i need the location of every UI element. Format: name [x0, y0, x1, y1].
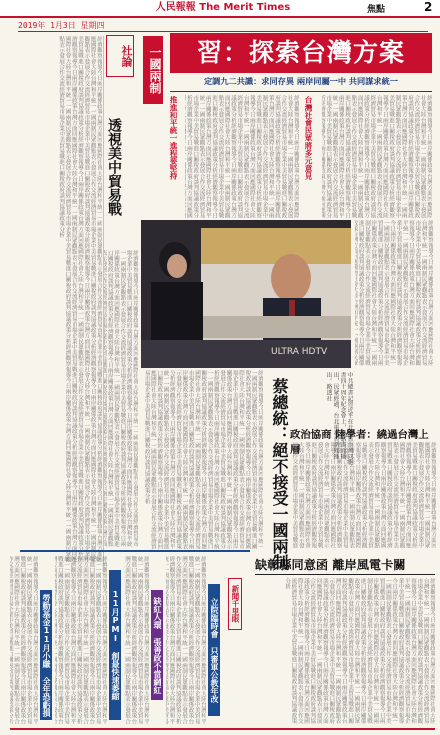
editorial-column-text	[104, 250, 138, 550]
bottom-rule	[10, 728, 435, 730]
brief-text-2	[55, 556, 107, 724]
brief-headline-influencer: 缺紅人環 張善政不當網紅	[151, 590, 163, 700]
editorial-body-text	[8, 36, 102, 566]
county-story-text	[255, 578, 435, 726]
main-subhead: 定調九二共識：求同存異 兩岸同屬一中 共同謀求統一	[203, 76, 398, 86]
tsai-story-text	[141, 370, 263, 550]
one-country-two-systems-tag: 一國兩制	[143, 36, 163, 104]
photo-caption: 中共總書記習近平在北京告台灣同胞書四十周年紀念會上，談話畫面播出，民眾經過，台北電視台新聞播出。路透社	[325, 372, 352, 465]
briefs-top-rule	[20, 550, 250, 552]
brief-headline-pmi: 11月PMI 創最快速萎縮	[109, 570, 121, 720]
editorial-tag: 社論	[106, 35, 134, 77]
main-story-text	[322, 95, 432, 220]
news-photo	[141, 220, 351, 368]
right-column-text	[355, 220, 433, 370]
dateline: 2019年 1月3日 星期四	[18, 21, 105, 30]
brief-text-3	[124, 556, 149, 724]
section-label: 焦點	[367, 5, 386, 15]
scholar-headline: 政治協商 陸學者：繞過台灣上層	[290, 429, 429, 456]
brief-headline-labor-fund: 勞動基金11月小賺 全年恐虧損	[40, 590, 52, 720]
kicker-left: 推進和平統一進程要堅持	[169, 96, 178, 180]
main-story-text-2	[185, 95, 299, 220]
county-headline: 缺彰縣同意函 離岸風電卡關	[255, 558, 406, 572]
tv-brand-text: ULTRA HDTV	[271, 347, 328, 357]
tv-broadcast-photo	[141, 220, 351, 368]
brief-text-1	[10, 556, 38, 724]
brief-headline-legislature: 立院臨時會 只審軍公教年改	[208, 584, 220, 716]
main-headline: 習：探索台灣方案	[170, 33, 432, 73]
scholar-story-text	[292, 442, 436, 550]
news-column-tag: 新聞千里眼	[228, 578, 242, 630]
county-rule	[255, 574, 435, 575]
kicker-right: 台灣社會民眾將多元意見	[304, 96, 313, 180]
page-number: 2	[424, 0, 433, 14]
brief-text-4	[166, 556, 206, 724]
newspaper-logo: 人民報報 The Merit Times	[155, 2, 291, 13]
tsai-headline: 蔡總統：絕不接受一國兩制	[270, 378, 289, 570]
editorial-title: 透視美中貿易戰	[106, 118, 122, 216]
subhead-rule	[170, 91, 432, 92]
date-rule	[18, 31, 428, 32]
